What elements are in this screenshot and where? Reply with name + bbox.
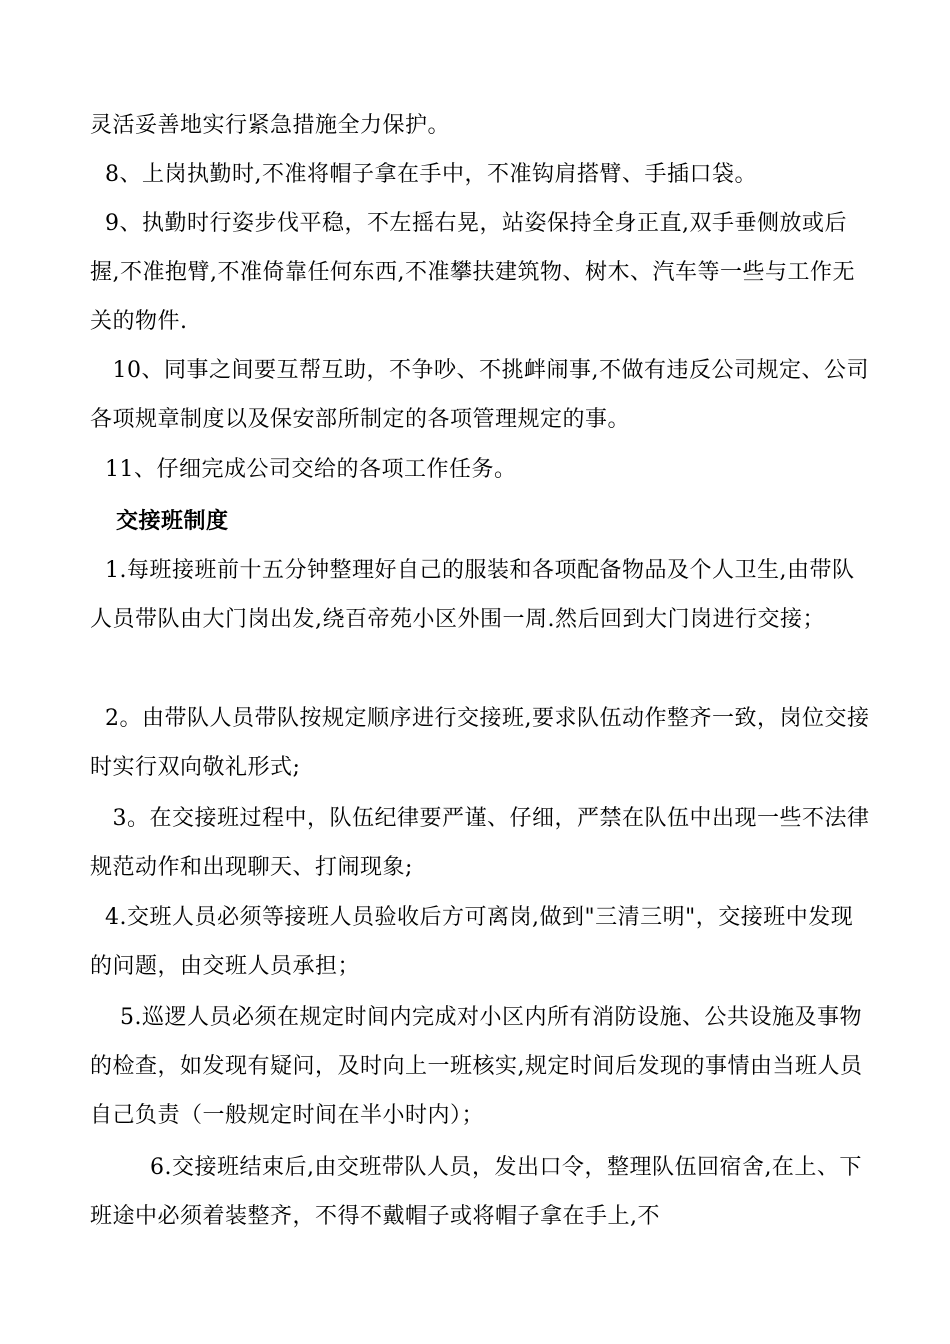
- paragraph-continuation: 灵活妥善地实行紧急措施全力保护。: [90, 113, 451, 138]
- paragraph-rule-10: 10、同事之间要互帮互助，不争吵、不挑衅闹事,不做有违反公司规定、公司各项规章制度以及保安部所制定的各项管理规定的事。: [90, 358, 869, 432]
- paragraph-shift-3: 3。在交接班过程中，队伍纪律要严谨、仔细，严禁在队伍中出现一些不法律规范动作和出现聊天、打闹现象;: [90, 806, 870, 880]
- paragraph-shift-2: 2。由带队人员带队按规定顺序进行交接班,要求队伍动作整齐一致，岗位交接时实行双向敬礼形式;: [90, 706, 870, 780]
- paragraph-shift-5: 5.巡逻人员必须在规定时间内完成对小区内所有消防设施、公共设施及事物的检查，如发现有疑问，及时向上一班核实,规定时间后发现的事情由当班人员自己负责（一般规定时间在半小时内）；: [90, 1005, 863, 1128]
- paragraph-rule-9: 9、执勤时行姿步伐平稳，不左摇右晃，站姿保持全身正直,双手垂侧放或后握,不准抱臂,不准倚靠任何东西,不准攀扶建筑物、树木、汽车等一些与工作无关的物件.: [90, 211, 855, 334]
- paragraph-rule-11: 11、仔细完成公司交给的各项工作任务。: [90, 457, 517, 482]
- paragraph-shift-1: 1.每班接班前十五分钟整理好自己的服装和各项配备物品及个人卫生,由带队人员带队由大门岗出发,绕百帝苑小区外围一周.然后回到大门岗进行交接；: [90, 558, 855, 632]
- paragraph-rule-8: 8、上岗执勤时,不准将帽子拿在手中，不准钩肩搭臂、手插口袋。: [90, 162, 757, 187]
- section-title: 交接班制度: [116, 508, 229, 534]
- paragraph-shift-6: 6.交接班结束后,由交班带队人员，发出口令，整理队伍回宿舍,在上、下班途中必须着装整齐，不得不戴帽子或将帽子拿在手上,不: [90, 1155, 862, 1229]
- paragraph-shift-4: 4.交班人员必须等接班人员验收后方可离岗,做到"三清三明"，交接班中发现的问题，由交班人员承担；: [90, 905, 854, 979]
